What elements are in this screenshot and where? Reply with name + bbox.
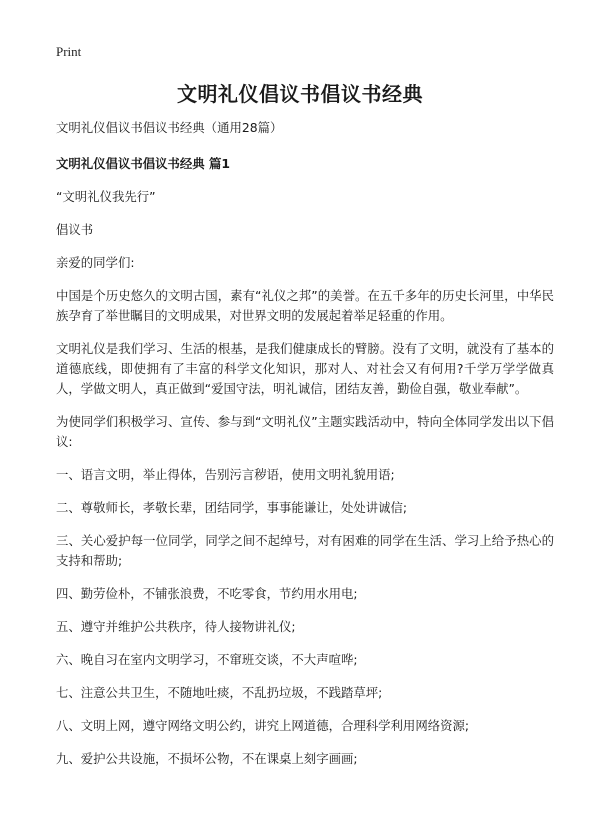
paragraph: 中国是个历史悠久的文明古国，素有“礼仪之邦”的美誉。在五千多年的历史长河里，中华民族孕育了举世瞩目的文明成果，对世界文明的发展起着举足轻重的作用。 [56,288,554,323]
list-item: 六、晚自习在室内文明学习，不窜班交谈，不大声喧哗; [56,652,358,667]
paragraph: “文明礼仪我先行” [56,189,156,204]
page-title: 文明礼仪倡议书倡议书经典 [177,82,423,106]
list-item: 四、勤劳俭朴，不铺张浪费，不吃零食，节约用水用电; [56,586,358,601]
document-subtitle: 文明礼仪倡议书倡议书经典（通用28篇） [56,120,283,135]
paragraph: 文明礼仪是我们学习、生活的根基，是我们健康成长的臂膀。没有了文明，就没有了基本的道德底线，即使拥有了丰富的科学文化知识，那对人、对社会又有何用?千学万学学做真人，学做文明人，真正做到“爱国守法，明礼诚信，团结友善，勤俭自强，敬业奉献”。 [56,341,554,396]
list-item: 八、文明上网，遵守网络文明公约，讲究上网道德，合理科学利用网络资源; [56,718,470,733]
list-item: 九、爱护公共设施，不损坏公物，不在课桌上刻字画画; [56,751,358,766]
list-item: 三、关心爱护每一位同学，同学之间不起绰号，对有困难的同学在生活、学习上给予热心的支持和帮助; [56,533,554,568]
document-body [56,118,554,782]
paragraph: 亲爱的同学们: [56,255,135,270]
list-item: 二、尊敬师长，孝敬长辈，团结同学，事事能谦让，处处讲诚信; [56,500,408,515]
paragraph: 倡议书 [56,222,94,237]
list-item: 七、注意公共卫生，不随地吐痰，不乱扔垃圾，不践踏草坪; [56,685,383,700]
paragraph: 为使同学们积极学习、宣传、参与到“文明礼仪”主题实践活动中，特向全体同学发出以下倡议: [56,414,554,449]
print-link[interactable]: Print [56,44,82,59]
list-item: 一、语言文明，举止得体，告别污言秽语，使用文明礼貌用语; [56,467,395,482]
list-item: 五、遵守并维护公共秩序，待人接物讲礼仪; [56,619,296,634]
section-heading: 文明礼仪倡议书倡议书经典 篇1 [56,156,231,171]
